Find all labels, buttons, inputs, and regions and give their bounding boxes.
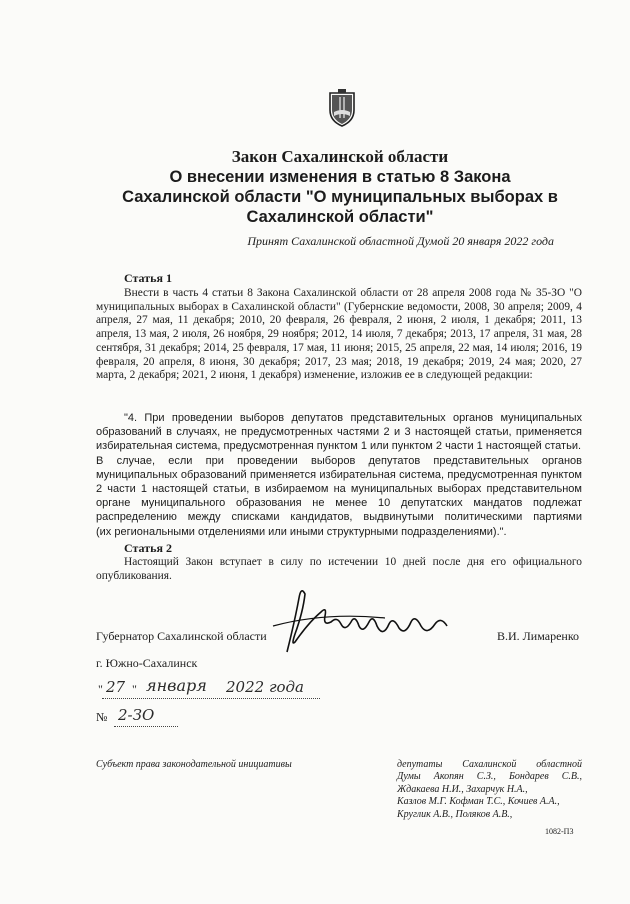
coat-of-arms-icon — [327, 88, 357, 128]
initiators-line-1: депутаты Сахалинской областной — [397, 759, 582, 770]
law-number — [96, 706, 216, 730]
date-year: 2022 года — [226, 678, 305, 696]
document-code: 1082-П3 — [545, 827, 574, 836]
initiators-line-2: Думы Акопян С.З., Бондарев С.В., — [397, 771, 582, 783]
date-day: 27 — [106, 678, 126, 696]
number-label: № — [96, 710, 108, 724]
title-line-3: Сахалинской области "О муниципальных выборах в — [122, 188, 558, 206]
title-line-2: О внесении изменения в статью 8 Закона — [169, 168, 511, 186]
signing-date — [98, 676, 338, 702]
number-value: 2-ЗО — [118, 706, 155, 724]
date-quote-close: " — [132, 682, 137, 696]
insertion-paragraph-3: (их региональными отделениями или иными структурными подразделениями).". — [96, 525, 507, 538]
initiators-line-4: Казлов М.Г. Кофман Т.С., Кочиев А.А., — [397, 796, 560, 808]
date-quote-open: " — [98, 682, 103, 696]
adoption-note: Принят Сахалинской областной Думой 20 января 2022 года — [247, 234, 554, 248]
insertion-paragraph-2: В случае, если при проведении выборов депутатов представительных органов муниципальных образований применяется избирательная система, предусмотренная пунктом 2 части 1 настоящей статьи, в избираемом на муниципальных выборах представительном органе муниципального образования не менее 10 депутатских мандатов подлежат распределению между списками кандидатов, выдвинутыми политическими партиями — [96, 454, 582, 524]
article-1-insertion — [96, 411, 582, 539]
initiators-line-3: Ждакаева Н.И., Захарчук Н.А., — [397, 783, 528, 795]
article-1-text: Внести в часть 4 статьи 8 Закона Сахалинской области от 28 апреля 2008 года № 35-ЗО "О муниципальных выборах в Сахалинской области" (Губернские ведомости, 2008, 30 апреля; 2009, 4 апреля, 27 мая, 11 декабря; 2010, 20 февраля, 26 февраля, 2 июня, 2 июля, 1 декабря; 2011, 13 апреля, 13 мая, 2 июля, 26 ноября, 29 ноября; 2012, 14 июля, 7 декабря; 2013, 17 апреля, 31 мая, 28 сентября, 31 декабря; 2014, 25 февраля, 17 мая, 11 июня; 2015, 25 апреля, 22 мая, 14 июля; 2016, 19 февраля, 20 апреля, 8 июня, 30 декабря; 2017, 23 мая; 2018, 19 декабря; 2019, 24 мая; 2020, 27 марта, 2 декабря; 2021, 2 июня, 1 декабря) изменение, изложив ее в следующей редакции: — [96, 287, 582, 382]
city: г. Южно-Сахалинск — [96, 656, 198, 670]
insertion-paragraph-1: "4. При проведении выборов депутатов представительных органов муниципальных образований в случаях, не предусмотренных частями 2 и 3 настоящей статьи, применяется избирательная система, предусмотренная пунктом 1 или пунктом 2 части 1 настоящей статьи. — [96, 412, 582, 453]
signatory-name: В.И. Лимаренко — [497, 629, 580, 643]
signatory-position: Губернатор Сахалинской области — [96, 629, 267, 643]
handwritten-signature — [265, 582, 465, 660]
date-month: января — [146, 676, 207, 695]
title-line-1: Закон Сахалинской области — [231, 147, 449, 166]
article-2-heading: Статья 2 — [124, 541, 172, 555]
title-line-4: Сахалинской области" — [246, 208, 434, 226]
initiators-line-5: Круглик А.В., Поляков А.В., — [397, 808, 513, 820]
article-2-text: Настоящий Закон вступает в силу по истечении 10 дней после дня его официального опубликования. — [96, 556, 582, 582]
document-title — [60, 146, 620, 227]
initiators-list — [397, 759, 582, 821]
article-1-heading: Статья 1 — [124, 271, 172, 285]
initiative-subject-label: Субъект права законодательной инициативы — [96, 759, 292, 770]
